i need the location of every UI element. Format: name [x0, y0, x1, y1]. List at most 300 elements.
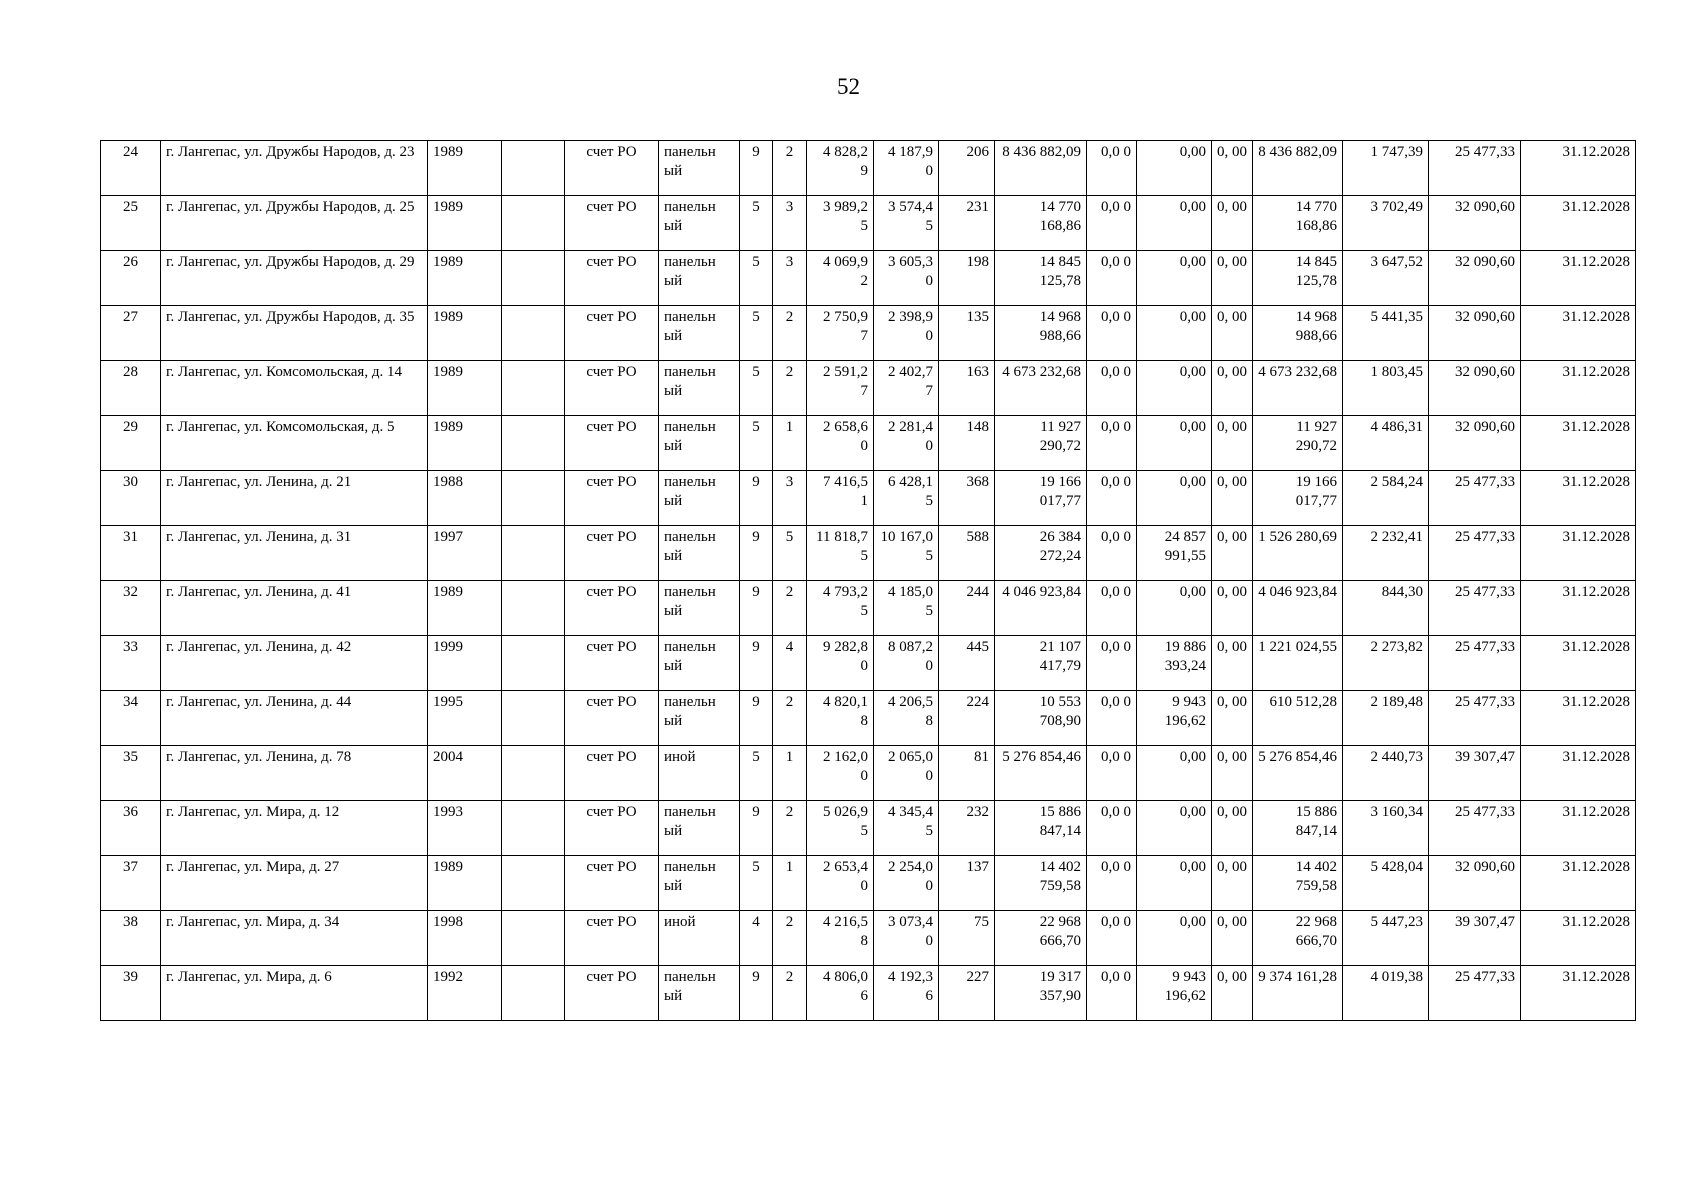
cell-wall-material: панельн ый: [659, 471, 740, 526]
cell-blank-col: [502, 746, 565, 801]
cell-total-cost: 26 384 272,24: [995, 526, 1087, 581]
cell-total-area: 3 989,2 5: [807, 196, 874, 251]
cell-owner-funds: 14 845 125,78: [1253, 251, 1343, 306]
cell-specific-cost: 844,30: [1343, 581, 1429, 636]
cell-max-cost: 32 090,60: [1429, 306, 1521, 361]
cell-blank-col: [502, 856, 565, 911]
cell-fund-share: 0,0 0: [1087, 306, 1137, 361]
cell-build-year: 1989: [428, 306, 502, 361]
table-row: [101, 251, 1636, 306]
cell-specific-cost: 3 160,34: [1343, 801, 1429, 856]
table-row: [101, 306, 1636, 361]
cell-fund-share: 0,0 0: [1087, 691, 1137, 746]
cell-entrances: 2: [773, 306, 807, 361]
cell-funding-method: счет РО: [565, 856, 659, 911]
cell-total-cost: 11 927 290,72: [995, 416, 1087, 471]
cell-specific-cost: 5 428,04: [1343, 856, 1429, 911]
cell-specific-cost: 5 441,35: [1343, 306, 1429, 361]
cell-build-year: 1989: [428, 361, 502, 416]
cell-entrances: 4: [773, 636, 807, 691]
cell-wall-material: панельн ый: [659, 636, 740, 691]
cell-address: г. Лангепас, ул. Ленина, д. 42: [161, 636, 428, 691]
cell-floors: 5: [740, 306, 773, 361]
cell-address: г. Лангепас, ул. Дружбы Народов, д. 29: [161, 251, 428, 306]
cell-fund-share: 0,0 0: [1087, 911, 1137, 966]
cell-specific-cost: 1 747,39: [1343, 141, 1429, 196]
cell-build-year: 1989: [428, 141, 502, 196]
cell-blank-col: [502, 361, 565, 416]
cell-wall-material: панельн ый: [659, 306, 740, 361]
cell-total-area: 11 818,7 5: [807, 526, 874, 581]
cell-specific-cost: 3 647,52: [1343, 251, 1429, 306]
cell-owner-funds: 11 927 290,72: [1253, 416, 1343, 471]
cell-owner-funds: 9 374 161,28: [1253, 966, 1343, 1021]
cell-wall-material: иной: [659, 746, 740, 801]
cell-row-number: 35: [101, 746, 161, 801]
cell-row-number: 36: [101, 801, 161, 856]
cell-owner-funds: 14 770 168,86: [1253, 196, 1343, 251]
cell-fund-share: 0,0 0: [1087, 966, 1137, 1021]
cell-specific-cost: 2 189,48: [1343, 691, 1429, 746]
cell-local-budget: 0, 00: [1212, 581, 1253, 636]
cell-build-year: 1999: [428, 636, 502, 691]
cell-row-number: 31: [101, 526, 161, 581]
cell-residents: 224: [939, 691, 995, 746]
cell-residents: 75: [939, 911, 995, 966]
table-row: [101, 471, 1636, 526]
page-number: 52: [837, 74, 860, 99]
cell-entrances: 3: [773, 196, 807, 251]
cell-specific-cost: 2 232,41: [1343, 526, 1429, 581]
table-row: [101, 526, 1636, 581]
cell-build-year: 1988: [428, 471, 502, 526]
cell-deadline: 31.12.2028: [1521, 691, 1636, 746]
cell-local-budget: 0, 00: [1212, 361, 1253, 416]
cell-row-number: 32: [101, 581, 161, 636]
cell-max-cost: 25 477,33: [1429, 966, 1521, 1021]
cell-build-year: 1997: [428, 526, 502, 581]
cell-total-cost: 15 886 847,14: [995, 801, 1087, 856]
cell-local-budget: 0, 00: [1212, 636, 1253, 691]
housing-registry-table: [100, 140, 1636, 1021]
cell-residents: 368: [939, 471, 995, 526]
cell-build-year: 1992: [428, 966, 502, 1021]
cell-blank-col: [502, 471, 565, 526]
cell-owner-funds: 15 886 847,14: [1253, 801, 1343, 856]
cell-regional-budget: 0,00: [1137, 141, 1212, 196]
cell-build-year: 2004: [428, 746, 502, 801]
cell-residents: 81: [939, 746, 995, 801]
cell-floors: 9: [740, 581, 773, 636]
cell-fund-share: 0,0 0: [1087, 581, 1137, 636]
cell-total-area: 4 216,5 8: [807, 911, 874, 966]
cell-floors: 5: [740, 196, 773, 251]
cell-living-area: 2 254,0 0: [874, 856, 939, 911]
cell-regional-budget: 0,00: [1137, 801, 1212, 856]
cell-local-budget: 0, 00: [1212, 801, 1253, 856]
cell-address: г. Лангепас, ул. Мира, д. 12: [161, 801, 428, 856]
cell-owner-funds: 610 512,28: [1253, 691, 1343, 746]
cell-total-cost: 14 968 988,66: [995, 306, 1087, 361]
cell-total-cost: 4 046 923,84: [995, 581, 1087, 636]
cell-address: г. Лангепас, ул. Дружбы Народов, д. 23: [161, 141, 428, 196]
cell-total-cost: 19 317 357,90: [995, 966, 1087, 1021]
cell-local-budget: 0, 00: [1212, 471, 1253, 526]
cell-residents: 198: [939, 251, 995, 306]
cell-residents: 445: [939, 636, 995, 691]
cell-local-budget: 0, 00: [1212, 416, 1253, 471]
cell-deadline: 31.12.2028: [1521, 361, 1636, 416]
cell-total-cost: 14 402 759,58: [995, 856, 1087, 911]
cell-fund-share: 0,0 0: [1087, 416, 1137, 471]
cell-total-cost: 4 673 232,68: [995, 361, 1087, 416]
cell-max-cost: 32 090,60: [1429, 361, 1521, 416]
cell-living-area: 3 073,4 0: [874, 911, 939, 966]
cell-entrances: 3: [773, 471, 807, 526]
cell-specific-cost: 2 584,24: [1343, 471, 1429, 526]
cell-row-number: 25: [101, 196, 161, 251]
cell-living-area: 2 065,0 0: [874, 746, 939, 801]
cell-total-area: 2 162,0 0: [807, 746, 874, 801]
cell-deadline: 31.12.2028: [1521, 416, 1636, 471]
cell-local-budget: 0, 00: [1212, 196, 1253, 251]
cell-wall-material: панельн ый: [659, 416, 740, 471]
cell-local-budget: 0, 00: [1212, 141, 1253, 196]
cell-fund-share: 0,0 0: [1087, 746, 1137, 801]
cell-specific-cost: 2 273,82: [1343, 636, 1429, 691]
cell-max-cost: 32 090,60: [1429, 416, 1521, 471]
cell-wall-material: панельн ый: [659, 966, 740, 1021]
cell-address: г. Лангепас, ул. Ленина, д. 44: [161, 691, 428, 746]
cell-fund-share: 0,0 0: [1087, 526, 1137, 581]
cell-owner-funds: 14 402 759,58: [1253, 856, 1343, 911]
cell-deadline: 31.12.2028: [1521, 746, 1636, 801]
cell-total-cost: 14 845 125,78: [995, 251, 1087, 306]
cell-address: г. Лангепас, ул. Ленина, д. 41: [161, 581, 428, 636]
table-row: [101, 691, 1636, 746]
cell-floors: 5: [740, 251, 773, 306]
cell-specific-cost: 5 447,23: [1343, 911, 1429, 966]
cell-entrances: 1: [773, 746, 807, 801]
cell-wall-material: панельн ый: [659, 526, 740, 581]
cell-regional-budget: 0,00: [1137, 416, 1212, 471]
cell-build-year: 1989: [428, 196, 502, 251]
cell-floors: 9: [740, 636, 773, 691]
cell-blank-col: [502, 911, 565, 966]
table-row: [101, 801, 1636, 856]
cell-total-area: 2 658,6 0: [807, 416, 874, 471]
cell-build-year: 1989: [428, 581, 502, 636]
cell-blank-col: [502, 306, 565, 361]
cell-total-cost: 10 553 708,90: [995, 691, 1087, 746]
cell-regional-budget: 0,00: [1137, 361, 1212, 416]
cell-living-area: 2 398,9 0: [874, 306, 939, 361]
cell-total-cost: 8 436 882,09: [995, 141, 1087, 196]
cell-local-budget: 0, 00: [1212, 856, 1253, 911]
cell-total-area: 4 793,2 5: [807, 581, 874, 636]
cell-owner-funds: 22 968 666,70: [1253, 911, 1343, 966]
cell-specific-cost: 3 702,49: [1343, 196, 1429, 251]
cell-total-area: 7 416,5 1: [807, 471, 874, 526]
cell-living-area: 4 185,0 5: [874, 581, 939, 636]
cell-owner-funds: 8 436 882,09: [1253, 141, 1343, 196]
cell-wall-material: панельн ый: [659, 801, 740, 856]
cell-residents: 163: [939, 361, 995, 416]
cell-local-budget: 0, 00: [1212, 746, 1253, 801]
cell-living-area: 2 281,4 0: [874, 416, 939, 471]
cell-row-number: 27: [101, 306, 161, 361]
cell-deadline: 31.12.2028: [1521, 141, 1636, 196]
cell-row-number: 33: [101, 636, 161, 691]
cell-funding-method: счет РО: [565, 691, 659, 746]
cell-living-area: 3 574,4 5: [874, 196, 939, 251]
table-row: [101, 746, 1636, 801]
cell-deadline: 31.12.2028: [1521, 196, 1636, 251]
cell-fund-share: 0,0 0: [1087, 801, 1137, 856]
cell-deadline: 31.12.2028: [1521, 966, 1636, 1021]
cell-blank-col: [502, 196, 565, 251]
cell-specific-cost: 4 486,31: [1343, 416, 1429, 471]
cell-max-cost: 25 477,33: [1429, 801, 1521, 856]
cell-blank-col: [502, 801, 565, 856]
cell-blank-col: [502, 966, 565, 1021]
cell-entrances: 1: [773, 416, 807, 471]
cell-fund-share: 0,0 0: [1087, 141, 1137, 196]
cell-wall-material: панельн ый: [659, 856, 740, 911]
cell-total-area: 2 750,9 7: [807, 306, 874, 361]
cell-entrances: 1: [773, 856, 807, 911]
cell-floors: 9: [740, 691, 773, 746]
cell-fund-share: 0,0 0: [1087, 471, 1137, 526]
cell-owner-funds: 19 166 017,77: [1253, 471, 1343, 526]
cell-funding-method: счет РО: [565, 141, 659, 196]
cell-deadline: 31.12.2028: [1521, 801, 1636, 856]
cell-regional-budget: 0,00: [1137, 251, 1212, 306]
cell-total-cost: 14 770 168,86: [995, 196, 1087, 251]
cell-build-year: 1993: [428, 801, 502, 856]
cell-deadline: 31.12.2028: [1521, 526, 1636, 581]
cell-entrances: 2: [773, 801, 807, 856]
cell-blank-col: [502, 416, 565, 471]
cell-funding-method: счет РО: [565, 581, 659, 636]
cell-living-area: 6 428,1 5: [874, 471, 939, 526]
cell-build-year: 1989: [428, 251, 502, 306]
table-row: [101, 911, 1636, 966]
cell-local-budget: 0, 00: [1212, 691, 1253, 746]
cell-regional-budget: 9 943 196,62: [1137, 966, 1212, 1021]
cell-address: г. Лангепас, ул. Комсомольская, д. 14: [161, 361, 428, 416]
cell-specific-cost: 1 803,45: [1343, 361, 1429, 416]
cell-address: г. Лангепас, ул. Комсомольская, д. 5: [161, 416, 428, 471]
table-row: [101, 416, 1636, 471]
cell-local-budget: 0, 00: [1212, 306, 1253, 361]
cell-row-number: 28: [101, 361, 161, 416]
cell-total-area: 4 806,0 6: [807, 966, 874, 1021]
cell-local-budget: 0, 00: [1212, 251, 1253, 306]
cell-build-year: 1998: [428, 911, 502, 966]
cell-owner-funds: 1 526 280,69: [1253, 526, 1343, 581]
cell-max-cost: 25 477,33: [1429, 471, 1521, 526]
cell-regional-budget: 0,00: [1137, 746, 1212, 801]
cell-deadline: 31.12.2028: [1521, 636, 1636, 691]
cell-wall-material: иной: [659, 911, 740, 966]
cell-build-year: 1995: [428, 691, 502, 746]
cell-floors: 4: [740, 911, 773, 966]
cell-floors: 9: [740, 966, 773, 1021]
cell-max-cost: 25 477,33: [1429, 141, 1521, 196]
cell-max-cost: 25 477,33: [1429, 526, 1521, 581]
table-row: [101, 636, 1636, 691]
cell-entrances: 2: [773, 966, 807, 1021]
cell-funding-method: счет РО: [565, 966, 659, 1021]
cell-residents: 137: [939, 856, 995, 911]
cell-regional-budget: 24 857 991,55: [1137, 526, 1212, 581]
cell-local-budget: 0, 00: [1212, 911, 1253, 966]
cell-max-cost: 39 307,47: [1429, 911, 1521, 966]
cell-fund-share: 0,0 0: [1087, 636, 1137, 691]
cell-max-cost: 32 090,60: [1429, 251, 1521, 306]
cell-total-area: 4 069,9 2: [807, 251, 874, 306]
cell-regional-budget: 0,00: [1137, 911, 1212, 966]
cell-total-cost: 22 968 666,70: [995, 911, 1087, 966]
cell-local-budget: 0, 00: [1212, 526, 1253, 581]
cell-regional-budget: 0,00: [1137, 581, 1212, 636]
cell-owner-funds: 5 276 854,46: [1253, 746, 1343, 801]
cell-wall-material: панельн ый: [659, 361, 740, 416]
cell-regional-budget: 0,00: [1137, 856, 1212, 911]
cell-wall-material: панельн ый: [659, 251, 740, 306]
cell-row-number: 34: [101, 691, 161, 746]
cell-funding-method: счет РО: [565, 196, 659, 251]
cell-total-cost: 5 276 854,46: [995, 746, 1087, 801]
cell-regional-budget: 19 886 393,24: [1137, 636, 1212, 691]
cell-wall-material: панельн ый: [659, 581, 740, 636]
cell-blank-col: [502, 691, 565, 746]
cell-living-area: 4 345,4 5: [874, 801, 939, 856]
cell-total-area: 2 653,4 0: [807, 856, 874, 911]
cell-row-number: 24: [101, 141, 161, 196]
cell-max-cost: 25 477,33: [1429, 581, 1521, 636]
cell-row-number: 38: [101, 911, 161, 966]
cell-fund-share: 0,0 0: [1087, 251, 1137, 306]
table-row: [101, 196, 1636, 251]
cell-owner-funds: 14 968 988,66: [1253, 306, 1343, 361]
cell-regional-budget: 9 943 196,62: [1137, 691, 1212, 746]
cell-floors: 5: [740, 746, 773, 801]
cell-owner-funds: 4 046 923,84: [1253, 581, 1343, 636]
cell-living-area: 8 087,2 0: [874, 636, 939, 691]
cell-floors: 5: [740, 416, 773, 471]
cell-residents: 227: [939, 966, 995, 1021]
cell-fund-share: 0,0 0: [1087, 196, 1137, 251]
cell-total-area: 4 820,1 8: [807, 691, 874, 746]
cell-fund-share: 0,0 0: [1087, 361, 1137, 416]
cell-floors: 9: [740, 526, 773, 581]
cell-fund-share: 0,0 0: [1087, 856, 1137, 911]
cell-total-cost: 21 107 417,79: [995, 636, 1087, 691]
cell-max-cost: 25 477,33: [1429, 636, 1521, 691]
cell-address: г. Лангепас, ул. Дружбы Народов, д. 35: [161, 306, 428, 361]
cell-wall-material: панельн ый: [659, 691, 740, 746]
cell-total-area: 4 828,2 9: [807, 141, 874, 196]
cell-residents: 244: [939, 581, 995, 636]
table-row: [101, 966, 1636, 1021]
cell-blank-col: [502, 581, 565, 636]
cell-living-area: 2 402,7 7: [874, 361, 939, 416]
cell-address: г. Лангепас, ул. Мира, д. 34: [161, 911, 428, 966]
cell-funding-method: счет РО: [565, 746, 659, 801]
cell-address: г. Лангепас, ул. Ленина, д. 21: [161, 471, 428, 526]
cell-max-cost: 25 477,33: [1429, 691, 1521, 746]
cell-max-cost: 32 090,60: [1429, 196, 1521, 251]
cell-funding-method: счет РО: [565, 471, 659, 526]
cell-regional-budget: 0,00: [1137, 306, 1212, 361]
cell-deadline: 31.12.2028: [1521, 911, 1636, 966]
cell-local-budget: 0, 00: [1212, 966, 1253, 1021]
cell-address: г. Лангепас, ул. Ленина, д. 31: [161, 526, 428, 581]
cell-address: г. Лангепас, ул. Дружбы Народов, д. 25: [161, 196, 428, 251]
cell-row-number: 39: [101, 966, 161, 1021]
cell-address: г. Лангепас, ул. Ленина, д. 78: [161, 746, 428, 801]
cell-floors: 9: [740, 141, 773, 196]
table-body: [101, 141, 1636, 1021]
cell-entrances: 2: [773, 361, 807, 416]
cell-funding-method: счет РО: [565, 636, 659, 691]
cell-address: г. Лангепас, ул. Мира, д. 6: [161, 966, 428, 1021]
cell-address: г. Лангепас, ул. Мира, д. 27: [161, 856, 428, 911]
cell-deadline: 31.12.2028: [1521, 581, 1636, 636]
cell-living-area: 3 605,3 0: [874, 251, 939, 306]
cell-deadline: 31.12.2028: [1521, 856, 1636, 911]
cell-total-cost: 19 166 017,77: [995, 471, 1087, 526]
cell-funding-method: счет РО: [565, 911, 659, 966]
cell-residents: 232: [939, 801, 995, 856]
cell-living-area: 4 192,3 6: [874, 966, 939, 1021]
cell-funding-method: счет РО: [565, 526, 659, 581]
cell-build-year: 1989: [428, 856, 502, 911]
cell-entrances: 5: [773, 526, 807, 581]
cell-row-number: 30: [101, 471, 161, 526]
cell-total-area: 2 591,2 7: [807, 361, 874, 416]
cell-blank-col: [502, 636, 565, 691]
cell-blank-col: [502, 526, 565, 581]
cell-blank-col: [502, 251, 565, 306]
cell-row-number: 37: [101, 856, 161, 911]
cell-regional-budget: 0,00: [1137, 471, 1212, 526]
cell-floors: 9: [740, 471, 773, 526]
cell-max-cost: 32 090,60: [1429, 856, 1521, 911]
table-row: [101, 141, 1636, 196]
cell-residents: 148: [939, 416, 995, 471]
cell-total-area: 5 026,9 5: [807, 801, 874, 856]
cell-deadline: 31.12.2028: [1521, 471, 1636, 526]
cell-residents: 231: [939, 196, 995, 251]
cell-floors: 5: [740, 361, 773, 416]
cell-residents: 588: [939, 526, 995, 581]
cell-living-area: 4 206,5 8: [874, 691, 939, 746]
cell-residents: 206: [939, 141, 995, 196]
cell-row-number: 29: [101, 416, 161, 471]
cell-blank-col: [502, 141, 565, 196]
cell-funding-method: счет РО: [565, 251, 659, 306]
table-row: [101, 361, 1636, 416]
cell-deadline: 31.12.2028: [1521, 251, 1636, 306]
cell-regional-budget: 0,00: [1137, 196, 1212, 251]
cell-funding-method: счет РО: [565, 306, 659, 361]
cell-living-area: 10 167,0 5: [874, 526, 939, 581]
cell-entrances: 2: [773, 691, 807, 746]
cell-funding-method: счет РО: [565, 801, 659, 856]
